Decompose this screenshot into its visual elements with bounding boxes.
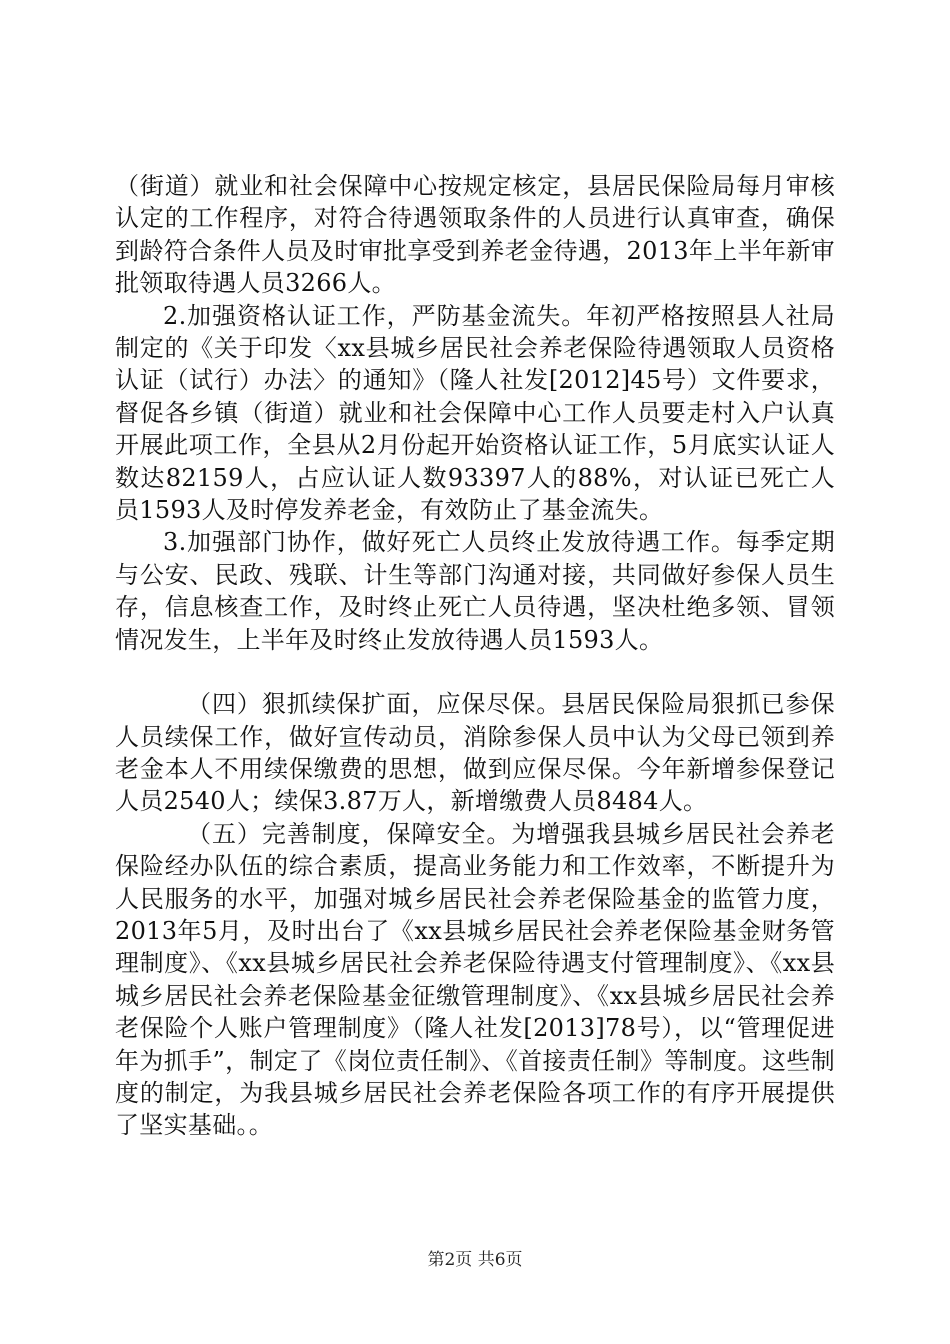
paragraph-department-cooperation: 3.加强部门协作，做好死亡人员终止发放待遇工作。每季定期与公安、民政、残联、计生等部门沟通对接，共同做好参保人员生存，信息核查工作，及时终止死亡人员待遇，坚决杜绝多领、冒领情况发生，上半年及时终止发放待遇人员1593人。 [115,528,835,654]
paragraph-qualification-certification: 2.加强资格认证工作，严防基金流失。年初严格按照县人社局制定的《关于印发〈xx县城乡居民社会养老保险待遇领取人员资格认证（试行）办法〉的通知》（隆人社发[2012]45号）文件要求，督促各乡镇（街道）就业和社会保障中心工作人员要走村入户认真开展此项工作，全县从2月份起开始资格认证工作，5月底实认证人数达82159人，占应认证人数93397人的88%，对认证已死亡人员1593人及时停发养老金，有效防止了基金流失。 [115,301,835,525]
paragraph-gap [115,656,835,688]
paragraph-section-four: （四）狠抓续保扩面，应保尽保。县居民保险局狠抓已参保人员续保工作，做好宣传动员，消除参保人员中认为父母已领到养老金本人不用续保缴费的思想，做到应保尽保。今年新增参保登记人员2540人；续保3.87万人，新增缴费人员8484人。 [115,690,835,816]
page-footer: 第2页 共6页 [427,1250,523,1270]
paragraph-continuation: （街道）就业和社会保障中心按规定核定，县居民保险局每月审核认定的工作程序，对符合待遇领取条件的人员进行认真审查，确保到龄符合条件人员及时审批享受到养老金待遇，2013年上半年新审批领取待遇人员3266人。 [115,172,835,298]
document-body [115,170,835,1142]
paragraph-section-five: （五）完善制度，保障安全。为增强我县城乡居民社会养老保险经办队伍的综合素质，提高业务能力和工作效率，不断提升为人民服务的水平，加强对城乡居民社会养老保险基金的监管力度，2013年5月，及时出台了《xx县城乡居民社会养老保险基金财务管理制度》、《xx县城乡居民社会养老保险待遇支付管理制度》、《xx县城乡居民社会养老保险基金征缴管理制度》、《xx县城乡居民社会养老保险个人账户管理制度》（隆人社发[2013]78号），以“管理促进年为抓手”，制定了《岗位责任制》、《首接责任制》等制度。这些制度的制定，为我县城乡居民社会养老保险各项工作的有序开展提供了坚实基础。。 [115,819,835,1140]
